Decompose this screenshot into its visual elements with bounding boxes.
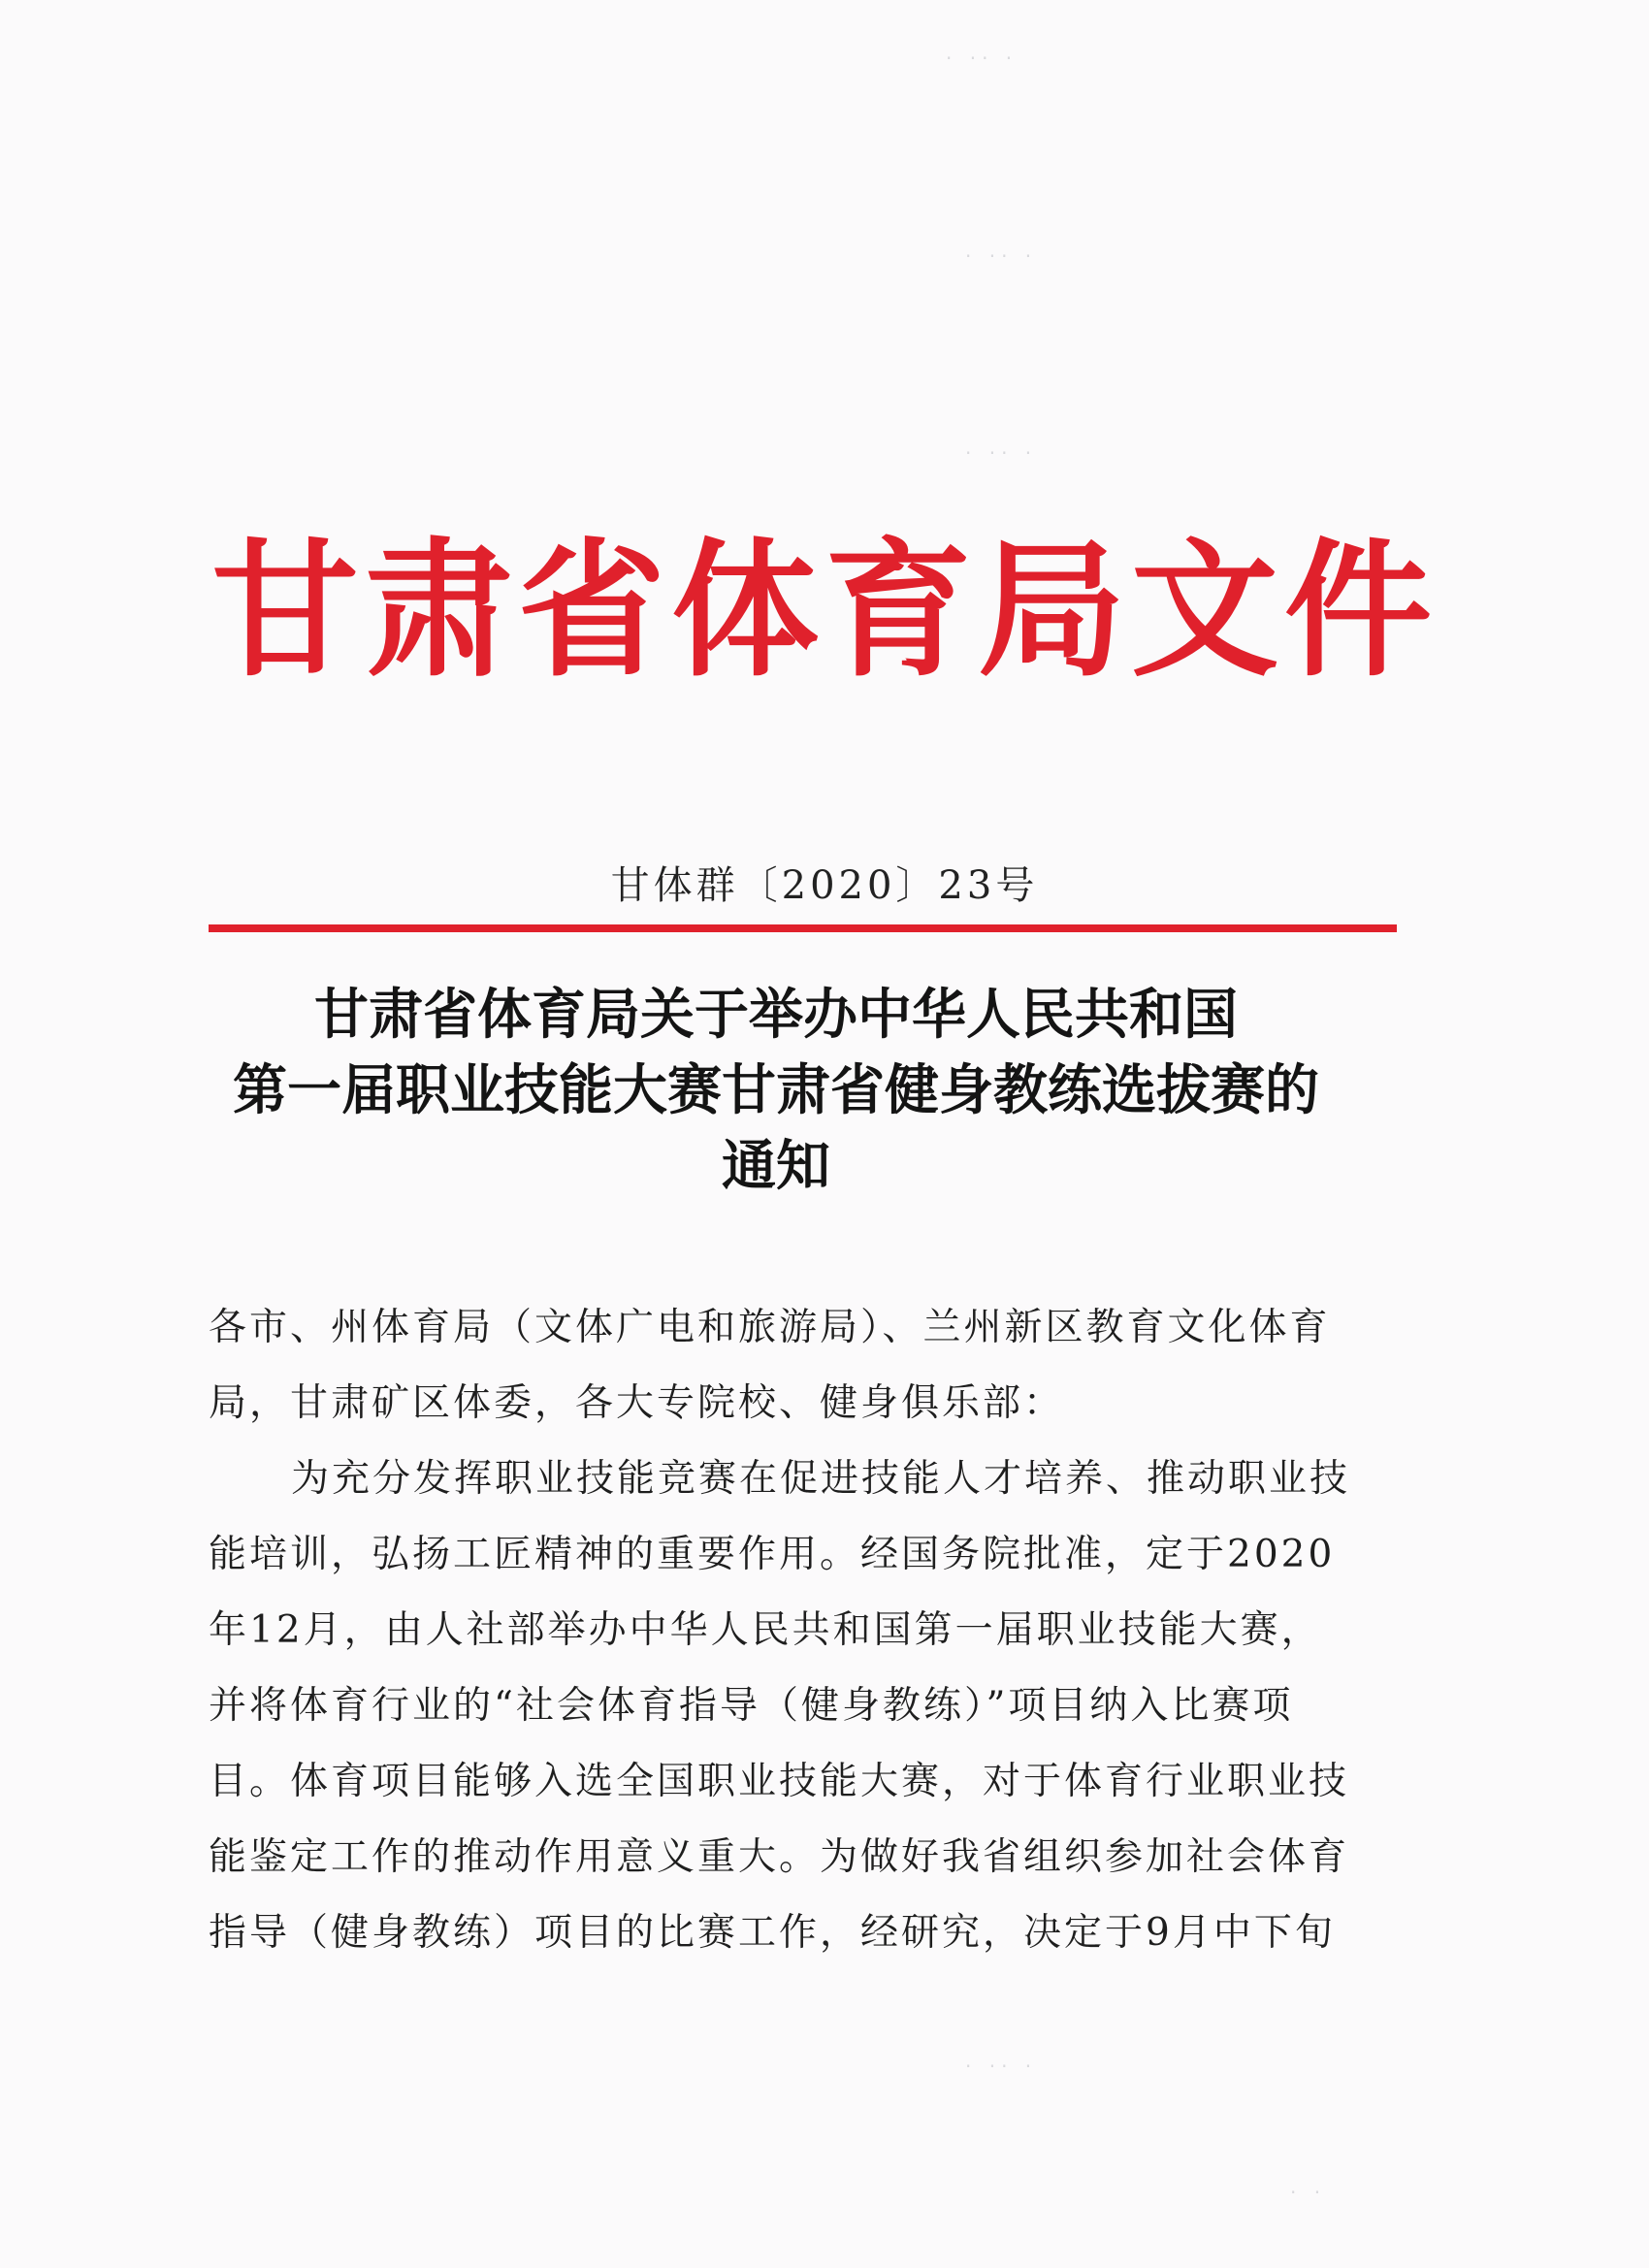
scan-bleed-mark: · ·· · bbox=[946, 47, 1018, 70]
scan-bleed-mark: · ·· · bbox=[965, 244, 1038, 268]
body-line: 目。体育项目能够入选全国职业技能大赛，对于体育行业职业技 bbox=[209, 1760, 1350, 1803]
body-line: 并将体育行业的“社会体育指导（健身教练）”项目纳入比赛项 bbox=[209, 1684, 1294, 1728]
body-line: 能培训，弘扬工匠精神的重要作用。经国务院批准，定于2020 bbox=[209, 1533, 1336, 1576]
document-title bbox=[146, 978, 1406, 1205]
body-line: 年12月，由人社部举办中华人民共和国第一届职业技能大赛， bbox=[209, 1608, 1322, 1652]
title-line: 甘肃省体育局关于举办中华人民共和国 bbox=[314, 984, 1238, 1047]
addressee-line: 局，甘肃矿区体委，各大专院校、健身俱乐部： bbox=[209, 1381, 1065, 1425]
issuing-authority-header: 甘肃省体育局文件 bbox=[211, 525, 1438, 697]
scan-bleed-mark: · ·· · bbox=[965, 441, 1038, 465]
body-line: 为充分发挥职业技能竞赛在促进技能人才培养、推动职业技 bbox=[291, 1457, 1351, 1501]
body-line: 能鉴定工作的推动作用意义重大。为做好我省组织参加社会体育 bbox=[209, 1835, 1350, 1879]
red-divider-line bbox=[209, 924, 1397, 932]
scan-bleed-mark: · ·· · bbox=[965, 2055, 1038, 2078]
addressee-line: 各市、州体育局（文体广电和旅游局）、兰州新区教育文化体育 bbox=[209, 1306, 1331, 1349]
document-body bbox=[209, 1290, 1402, 1971]
body-line: 指导（健身教练）项目的比赛工作，经研究，决定于9月中下旬 bbox=[209, 1911, 1336, 1955]
document-number: 甘体群〔2020〕23号 bbox=[610, 863, 1039, 908]
scan-bleed-mark: · · bbox=[1290, 2181, 1327, 2204]
title-line: 通知 bbox=[722, 1135, 830, 1198]
title-line: 第一届职业技能大赛甘肃省健身教练选拔赛的 bbox=[233, 1059, 1319, 1122]
